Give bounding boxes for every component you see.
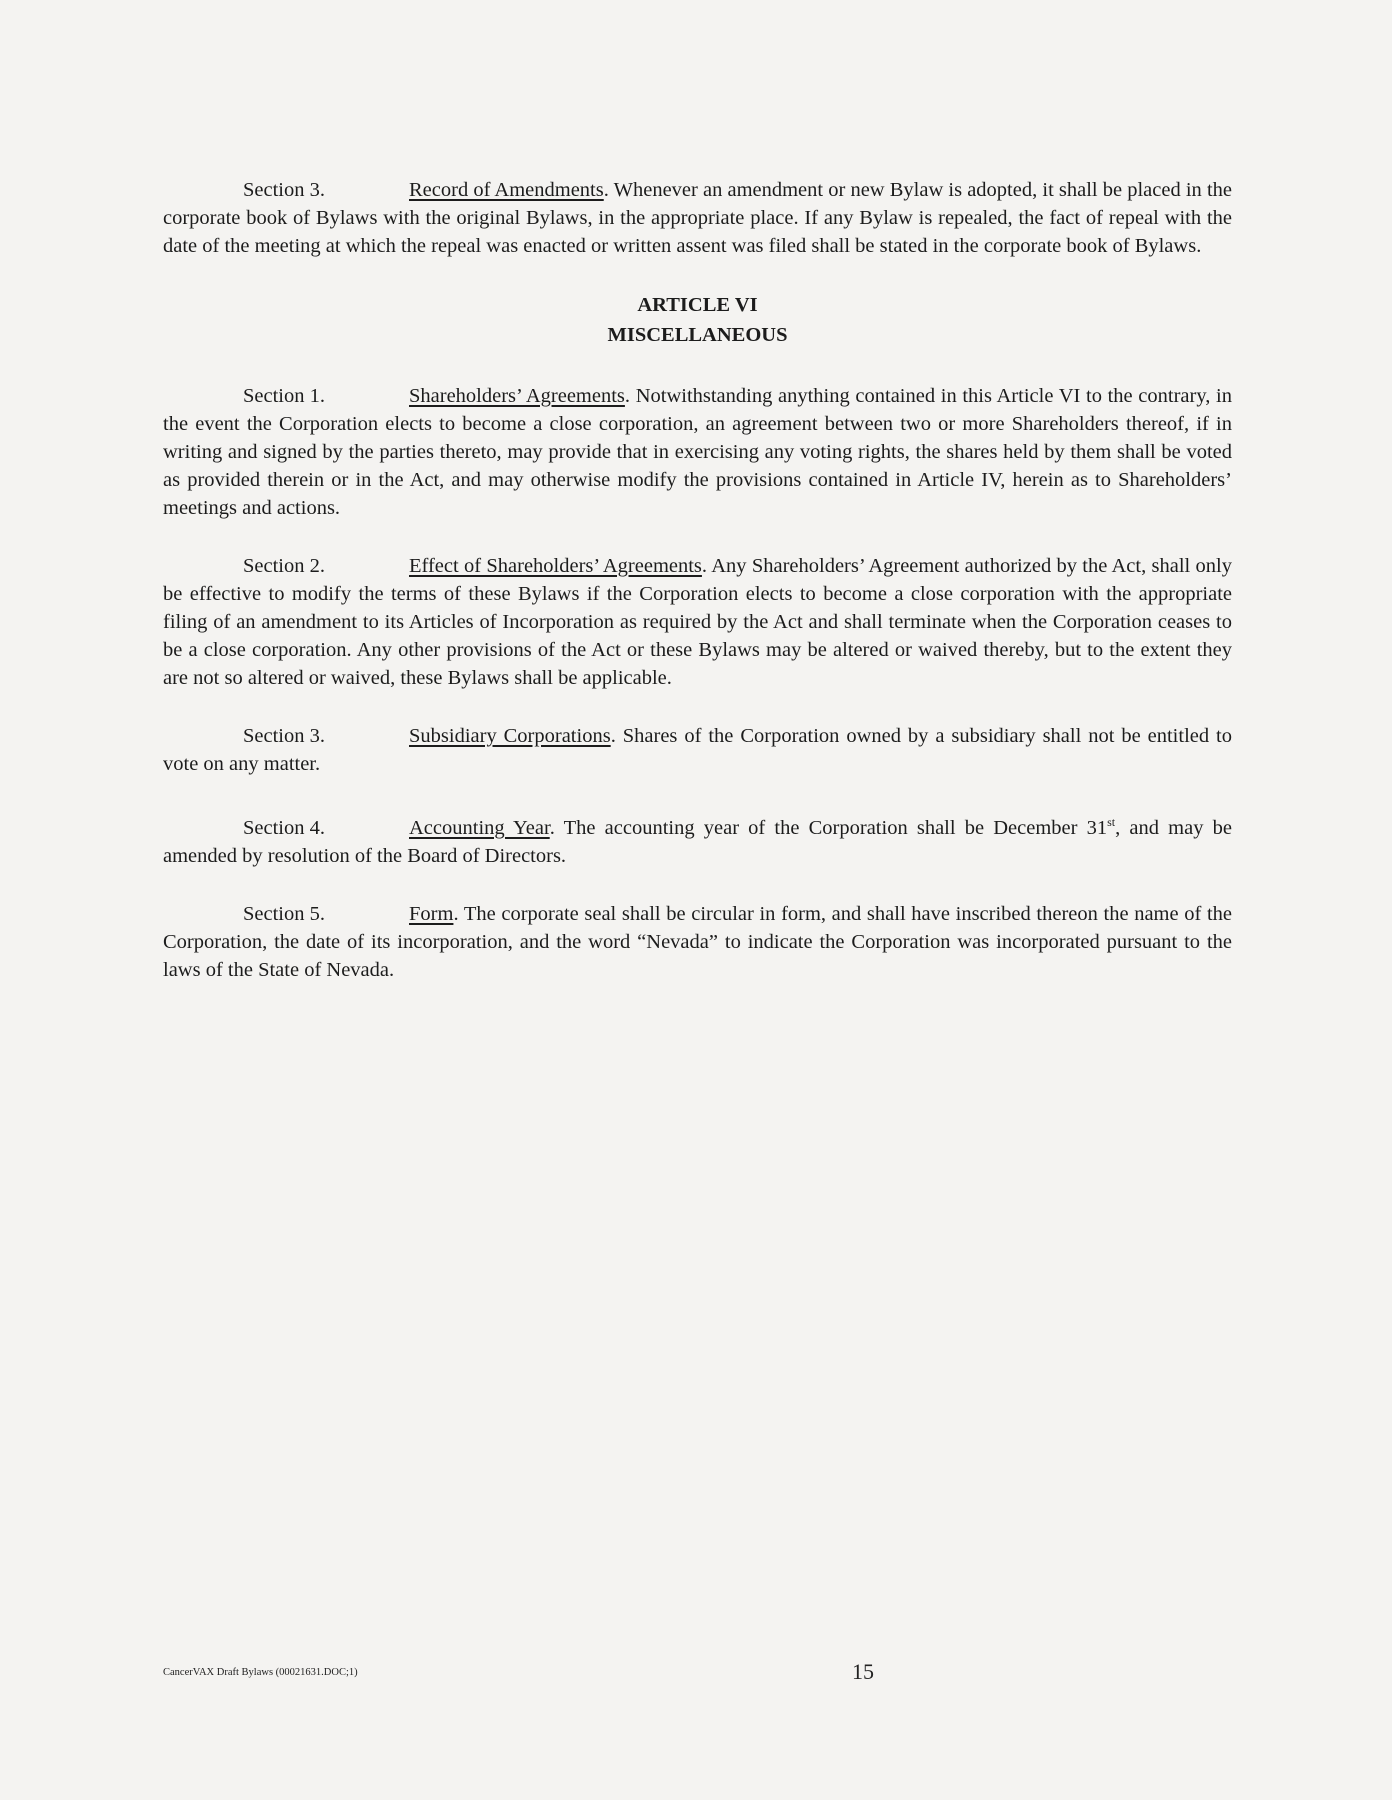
section-text: . Any Shareholders’ Agreement authorized by the Act, shall only be effective to modify the terms of these Bylaws if the Corporation elects to become a close corporation with the appropriate filing of an amendment to its Articles of Incorporation as required by the Act and shall terminate when the Corporation ceases to be a close corporation. Any other provisions of the Act or these Bylaws may be altered or waived thereby, but to the extent they are not so altered or waived, these Bylaws shall be applicable. (163, 555, 1232, 689)
footer-document-id: CancerVAX Draft Bylaws (00021631.DOC;1) (163, 1667, 358, 1678)
section-heading: Shareholders’ Agreements (409, 385, 625, 407)
section-heading: Accounting Year (409, 816, 550, 839)
section-number: Section 1. (243, 385, 325, 407)
section-text: . The accounting year of the Corporation shall be December 31 (549, 816, 1108, 839)
section-text: . Whenever an amendment or new Bylaw is adopted, it shall be placed in the corporate book of Bylaws with the original Bylaws, in the appropriate place. If any Bylaw is repealed, the fact of repeal with the date of the meeting at which the repeal was enacted or written assent was filed shall be stated in the corporate book of Bylaws. (163, 179, 1232, 257)
section-3-subsidiary-corporations (163, 722, 1232, 778)
section-5-form (163, 900, 1232, 984)
section-number: Section 3. (243, 179, 325, 201)
section-heading: Record of Amendments (409, 179, 604, 201)
section-heading: Effect of Shareholders’ Agreements (409, 555, 702, 577)
section-text: . Notwithstanding anything contained in this Article VI to the contrary, in the event the Corporation elects to become a close corporation, an agreement between two or more Shareholders thereof, if in writing and signed by the parties thereto, may provide that in exercising any voting rights, the shares held by them shall be voted as provided therein or in the Act, and may otherwise modify the provisions contained in Article IV, herein as to Shareholders’ meetings and actions. (163, 385, 1232, 519)
article-subtitle: MISCELLANEOUS (607, 324, 788, 346)
section-heading: Subsidiary Corporations (409, 725, 611, 747)
section-text-continued: , and may be amended by resolution of the Board of Directors. (163, 816, 1232, 867)
page-number: 15 (852, 1659, 874, 1684)
section-1-shareholders-agreements (163, 382, 1232, 522)
section-2-effect-of-shareholders-agreements (163, 552, 1232, 692)
article-title: ARTICLE VI (637, 294, 758, 316)
section-heading: Form (409, 902, 454, 925)
ordinal-suffix: st (1107, 815, 1116, 829)
section-number: Section 2. (243, 555, 325, 577)
section-number: Section 4. (243, 816, 325, 839)
section-number: Section 5. (243, 902, 325, 925)
document-body (163, 176, 1232, 1014)
section-text: . Shares of the Corporation owned by a subsidiary shall not be entitled to vote on any matter. (163, 725, 1232, 775)
section-number: Section 3. (243, 725, 325, 747)
section-4-accounting-year (163, 808, 1232, 870)
section-3-record-of-amendments (163, 176, 1232, 260)
section-text: . The corporate seal shall be circular in form, and shall have inscribed thereon the name of the Corporation, the date of its incorporation, and the word “Nevada” to indicate the Corporation was incorporated pursuant to the laws of the State of Nevada. (163, 902, 1232, 981)
article-heading (163, 290, 1232, 350)
